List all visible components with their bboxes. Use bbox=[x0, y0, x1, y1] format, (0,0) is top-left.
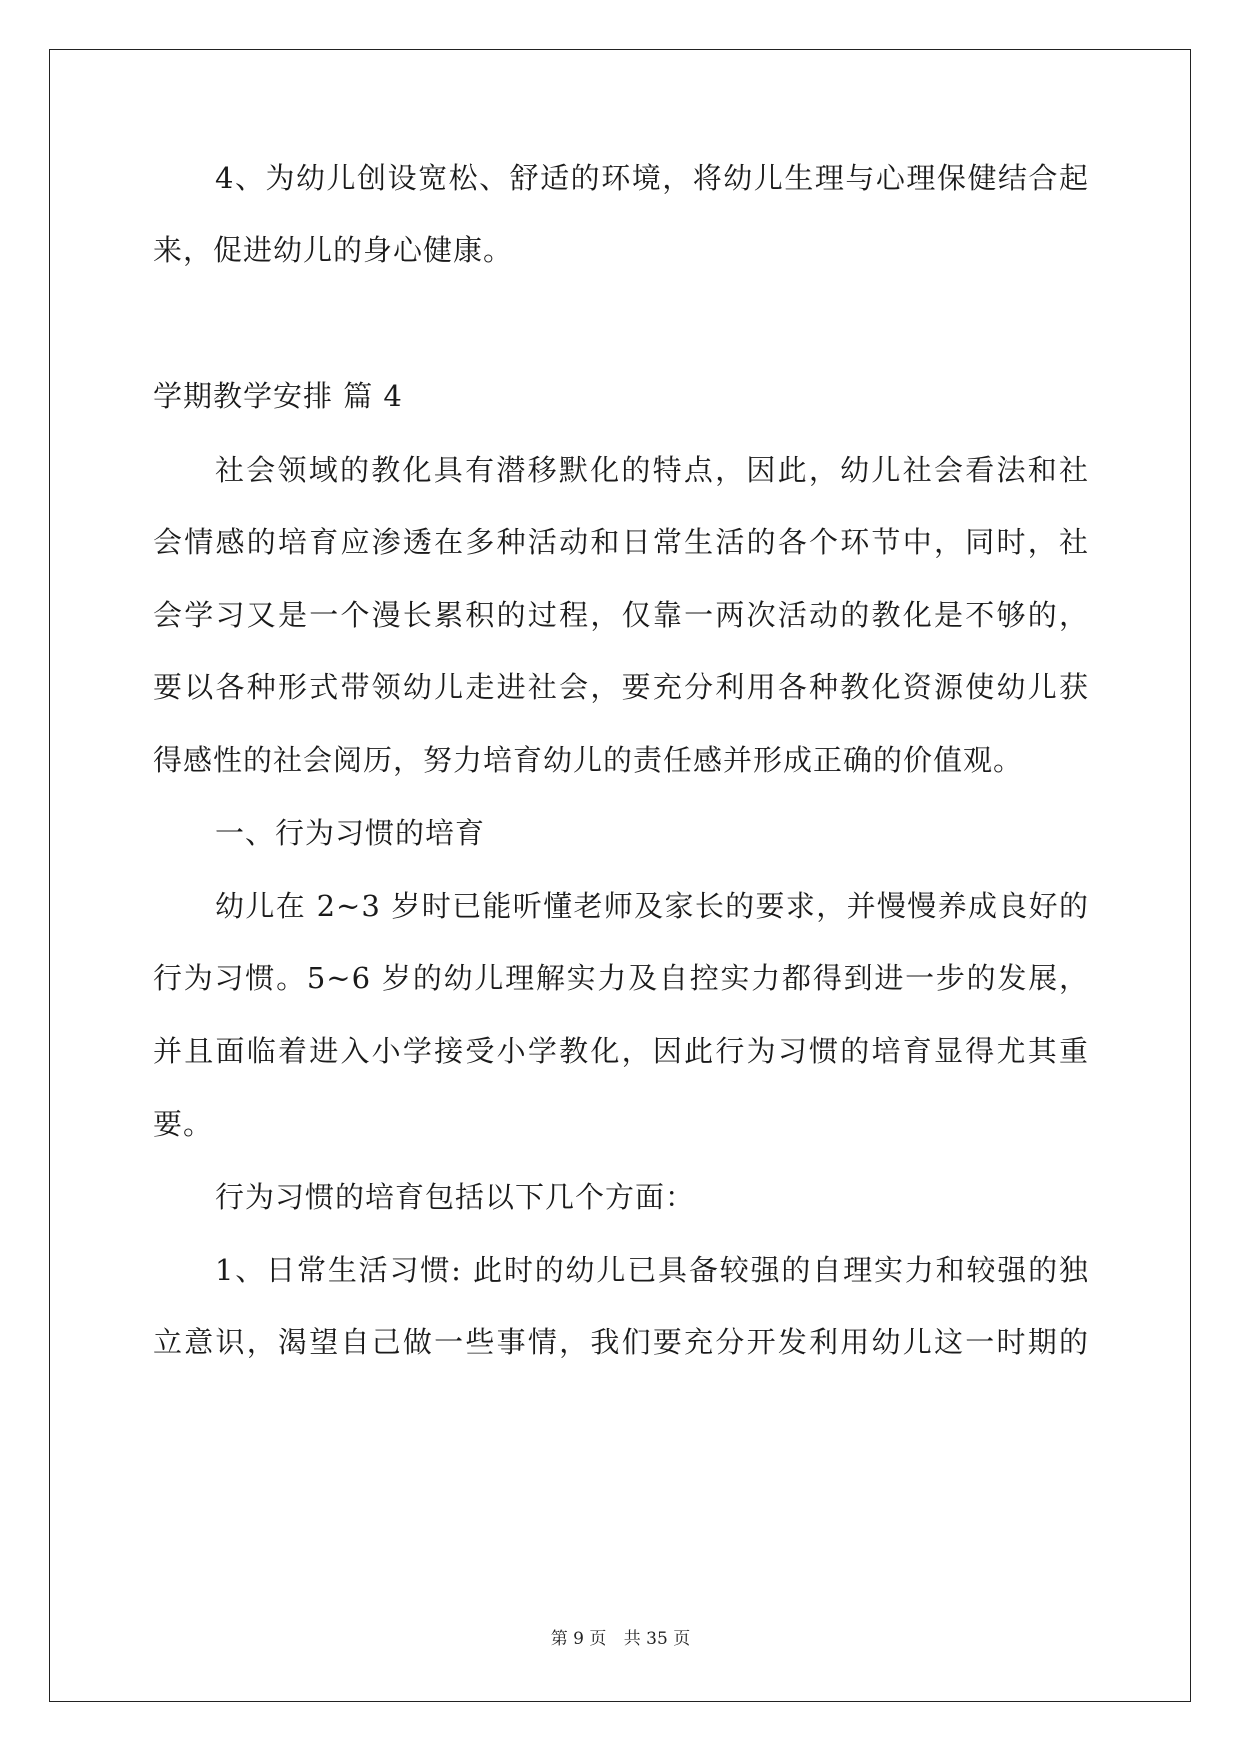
paragraph-line: 要以各种形式带领幼儿走进社会，要充分利用各种教化资源使幼儿获 bbox=[153, 670, 1089, 704]
paragraph-line: 会学习又是一个漫长累积的过程，仅靠一两次活动的教化是不够的， bbox=[153, 598, 1089, 632]
paragraph-line: 行为习惯的培育包括以下几个方面： bbox=[215, 1180, 696, 1214]
paragraph-line: 社会领域的教化具有潜移默化的特点，因此，幼儿社会看法和社 bbox=[215, 453, 1089, 487]
paragraph-line: 幼儿在 2~3 岁时已能听懂老师及家长的要求，并慢慢养成良好的 bbox=[215, 889, 1089, 923]
paragraph-line: 来，促进幼儿的身心健康。 bbox=[153, 233, 514, 267]
page-border bbox=[49, 49, 1191, 1702]
paragraph-line: 得感性的社会阅历，努力培育幼儿的责任感并形成正确的价值观。 bbox=[153, 743, 1024, 777]
paragraph-line: 立意识，渴望自己做一些事情，我们要充分开发利用幼儿这一时期的 bbox=[153, 1325, 1089, 1359]
paragraph-line: 会情感的培育应渗透在多种活动和日常生活的各个环节中，同时，社 bbox=[153, 525, 1089, 559]
subsection-heading: 一、行为习惯的培育 bbox=[215, 816, 486, 850]
section-heading: 学期教学安排 篇 4 bbox=[153, 379, 403, 413]
paragraph-line: 行为习惯。5~6 岁的幼儿理解实力及自控实力都得到进一步的发展， bbox=[153, 961, 1089, 995]
page-footer bbox=[0, 1627, 1241, 1651]
paragraph-line: 要。 bbox=[153, 1107, 214, 1141]
paragraph-line: 1、日常生活习惯: 此时的幼儿已具备较强的自理实力和较强的独 bbox=[215, 1253, 1089, 1287]
total-pages: 共 35 页 bbox=[623, 1629, 691, 1649]
paragraph-line: 并且面临着进入小学接受小学教化，因此行为习惯的培育显得尤其重 bbox=[153, 1034, 1089, 1068]
paragraph-line: 4、为幼儿创设宽松、舒适的环境，将幼儿生理与心理保健结合起 bbox=[215, 161, 1089, 195]
page-number: 第 9 页 bbox=[550, 1629, 607, 1649]
